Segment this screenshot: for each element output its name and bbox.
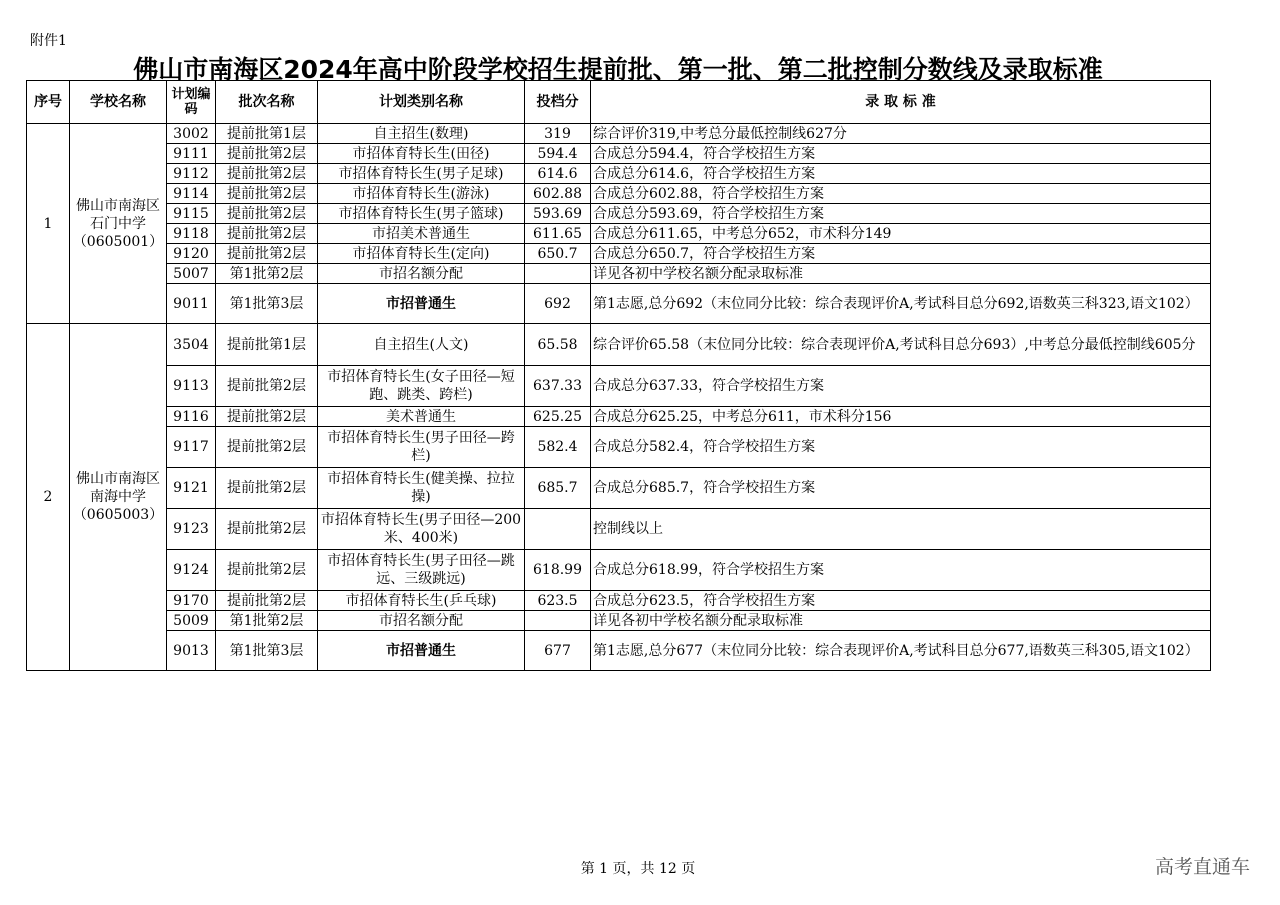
table-row <box>27 144 1211 164</box>
header-plan-type: 计划类别名称 <box>318 81 525 124</box>
score: 614.6 <box>525 164 591 184</box>
score: 594.4 <box>525 144 591 164</box>
table-row <box>27 324 1211 366</box>
batch-name: 第1批第3层 <box>216 284 318 324</box>
batch-name: 提前批第2层 <box>216 144 318 164</box>
batch-name: 提前批第2层 <box>216 468 318 509</box>
table-row <box>27 509 1211 550</box>
plan-code: 9011 <box>167 284 216 324</box>
header-criteria: 录 取 标 准 <box>591 81 1211 124</box>
score: 65.58 <box>525 324 591 366</box>
batch-name: 提前批第2层 <box>216 164 318 184</box>
table-row <box>27 427 1211 468</box>
criteria: 合成总分623.5，符合学校招生方案 <box>591 591 1211 611</box>
criteria: 合成总分611.65，中考总分652，市术科分149 <box>591 224 1211 244</box>
plan-type: 市招普通生 <box>318 631 525 671</box>
plan-code: 3504 <box>167 324 216 366</box>
criteria: 控制线以上 <box>591 509 1211 550</box>
table-row <box>27 204 1211 224</box>
batch-name: 第1批第3层 <box>216 631 318 671</box>
plan-type: 市招体育特长生(男子篮球) <box>318 204 525 224</box>
batch-name: 第1批第2层 <box>216 611 318 631</box>
header-seq: 序号 <box>27 81 70 124</box>
criteria: 合成总分593.69，符合学校招生方案 <box>591 204 1211 224</box>
plan-code: 9116 <box>167 407 216 427</box>
batch-name: 提前批第2层 <box>216 591 318 611</box>
score: 685.7 <box>525 468 591 509</box>
header-row <box>27 81 1211 124</box>
plan-code: 9111 <box>167 144 216 164</box>
criteria: 合成总分685.7，符合学校招生方案 <box>591 468 1211 509</box>
score: 618.99 <box>525 550 591 591</box>
batch-name: 提前批第2层 <box>216 407 318 427</box>
score: 611.65 <box>525 224 591 244</box>
plan-type: 市招体育特长生(男子足球) <box>318 164 525 184</box>
school-seq: 2 <box>27 324 70 671</box>
document-title: 佛山市南海区2024年高中阶段学校招生提前批、第一批、第二批控制分数线及录取标准 <box>133 55 1103 84</box>
header-plan-code: 计划编码 <box>167 81 216 124</box>
watermark-text: 高考直通车 <box>1154 856 1250 878</box>
attachment-label: 附件1 <box>30 33 67 49</box>
plan-type: 自主招生(数理) <box>318 124 525 144</box>
score: 319 <box>525 124 591 144</box>
plan-type: 市招美术普通生 <box>318 224 525 244</box>
score: 582.4 <box>525 427 591 468</box>
score <box>525 509 591 550</box>
plan-type: 市招体育特长生(定向) <box>318 244 525 264</box>
criteria: 综合评价65.58（末位同分比较：综合表现评价A,考试科目总分693）,中考总分最低控制线605分 <box>591 324 1211 366</box>
plan-type: 市招体育特长生(男子田径—跨栏) <box>318 427 525 468</box>
table-row <box>27 184 1211 204</box>
plan-code: 9124 <box>167 550 216 591</box>
criteria: 合成总分602.88，符合学校招生方案 <box>591 184 1211 204</box>
table-row <box>27 264 1211 284</box>
score: 602.88 <box>525 184 591 204</box>
batch-name: 提前批第2层 <box>216 550 318 591</box>
criteria: 合成总分582.4，符合学校招生方案 <box>591 427 1211 468</box>
batch-name: 提前批第2层 <box>216 184 318 204</box>
criteria: 第1志愿,总分692（末位同分比较：综合表现评价A,考试科目总分692,语数英三科323,语文102） <box>591 284 1211 324</box>
criteria: 合成总分625.25，中考总分611，市术科分156 <box>591 407 1211 427</box>
batch-name: 第1批第2层 <box>216 264 318 284</box>
plan-type: 市招体育特长生(游泳) <box>318 184 525 204</box>
header-score: 投档分 <box>525 81 591 124</box>
plan-type: 自主招生(人文) <box>318 324 525 366</box>
table-row <box>27 366 1211 407</box>
table-row <box>27 124 1211 144</box>
criteria: 合成总分594.4，符合学校招生方案 <box>591 144 1211 164</box>
plan-code: 9121 <box>167 468 216 509</box>
score: 623.5 <box>525 591 591 611</box>
plan-code: 9112 <box>167 164 216 184</box>
plan-type: 市招体育特长生(乒乓球) <box>318 591 525 611</box>
table-row <box>27 284 1211 324</box>
batch-name: 提前批第2层 <box>216 244 318 264</box>
plan-code: 5009 <box>167 611 216 631</box>
plan-code: 9118 <box>167 224 216 244</box>
plan-type: 美术普通生 <box>318 407 525 427</box>
batch-name: 提前批第2层 <box>216 204 318 224</box>
batch-name: 提前批第2层 <box>216 224 318 244</box>
plan-code: 9114 <box>167 184 216 204</box>
plan-type: 市招名额分配 <box>318 611 525 631</box>
table-row <box>27 244 1211 264</box>
header-batch: 批次名称 <box>216 81 318 124</box>
table-row <box>27 611 1211 631</box>
plan-code: 9013 <box>167 631 216 671</box>
batch-name: 提前批第2层 <box>216 366 318 407</box>
score: 692 <box>525 284 591 324</box>
plan-type: 市招体育特长生(男子田径—跳远、三级跳远) <box>318 550 525 591</box>
school-name: 佛山市南海区石门中学（0605001） <box>70 124 167 324</box>
plan-code: 9117 <box>167 427 216 468</box>
admission-table <box>26 80 1211 671</box>
score: 625.25 <box>525 407 591 427</box>
criteria: 合成总分618.99，符合学校招生方案 <box>591 550 1211 591</box>
table-row <box>27 550 1211 591</box>
page-footer: 第 1 页，共 12 页 <box>580 861 696 877</box>
plan-type: 市招名额分配 <box>318 264 525 284</box>
plan-code: 9115 <box>167 204 216 224</box>
score: 650.7 <box>525 244 591 264</box>
plan-type: 市招体育特长生(田径) <box>318 144 525 164</box>
plan-type: 市招体育特长生(健美操、拉拉操) <box>318 468 525 509</box>
plan-code: 9123 <box>167 509 216 550</box>
plan-type: 市招体育特长生(男子田径—200米、400米) <box>318 509 525 550</box>
plan-type: 市招体育特长生(女子田径—短跑、跳类、跨栏) <box>318 366 525 407</box>
table-row <box>27 164 1211 184</box>
score <box>525 611 591 631</box>
criteria: 详见各初中学校名额分配录取标准 <box>591 611 1211 631</box>
criteria: 第1志愿,总分677（末位同分比较：综合表现评价A,考试科目总分677,语数英三科305,语文102） <box>591 631 1211 671</box>
criteria: 详见各初中学校名额分配录取标准 <box>591 264 1211 284</box>
table-row <box>27 407 1211 427</box>
header-school: 学校名称 <box>70 81 167 124</box>
table-row <box>27 591 1211 611</box>
batch-name: 提前批第2层 <box>216 509 318 550</box>
table-row <box>27 468 1211 509</box>
batch-name: 提前批第1层 <box>216 324 318 366</box>
table-row <box>27 224 1211 244</box>
plan-code: 3002 <box>167 124 216 144</box>
score: 637.33 <box>525 366 591 407</box>
plan-code: 5007 <box>167 264 216 284</box>
score <box>525 264 591 284</box>
plan-code: 9170 <box>167 591 216 611</box>
criteria: 合成总分637.33，符合学校招生方案 <box>591 366 1211 407</box>
plan-code: 9120 <box>167 244 216 264</box>
table-row <box>27 631 1211 671</box>
plan-type: 市招普通生 <box>318 284 525 324</box>
batch-name: 提前批第1层 <box>216 124 318 144</box>
school-name: 佛山市南海区南海中学（0605003） <box>70 324 167 671</box>
criteria: 合成总分650.7，符合学校招生方案 <box>591 244 1211 264</box>
score: 593.69 <box>525 204 591 224</box>
batch-name: 提前批第2层 <box>216 427 318 468</box>
criteria: 合成总分614.6，符合学校招生方案 <box>591 164 1211 184</box>
school-seq: 1 <box>27 124 70 324</box>
criteria: 综合评价319,中考总分最低控制线627分 <box>591 124 1211 144</box>
plan-code: 9113 <box>167 366 216 407</box>
score: 677 <box>525 631 591 671</box>
